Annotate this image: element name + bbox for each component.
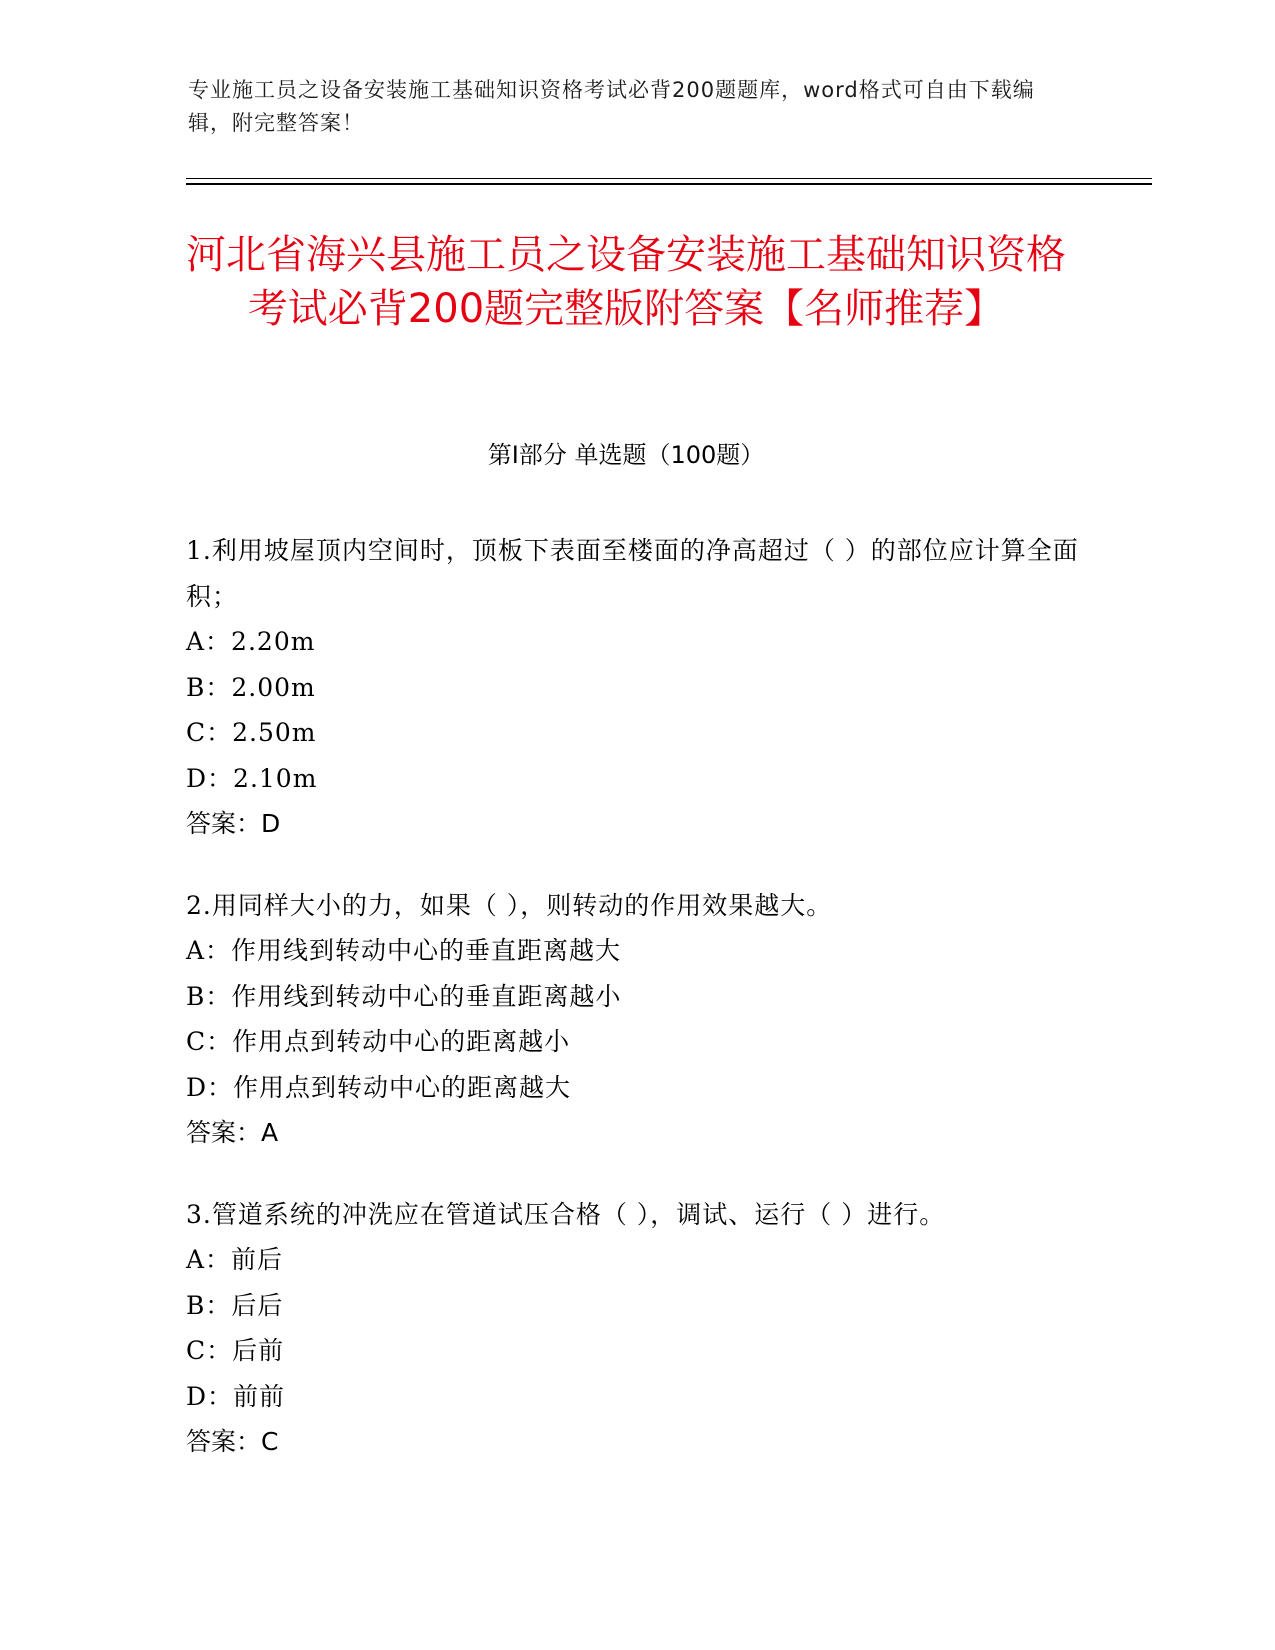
question-3 <box>186 1192 1086 1465</box>
question-2 <box>186 883 1086 1156</box>
option-b: B：后后 <box>186 1290 284 1320</box>
option-c: C：2.50m <box>186 718 317 747</box>
option-a: A：作用线到转动中心的垂直距离越大 <box>186 936 622 965</box>
header-note: 专业施工员之设备安装施工基础知识资格考试必背200题题库，word格式可自由下载编辑，附完整答案！ <box>188 78 1035 135</box>
question-stem: 1.利用坡屋顶内空间时，顶板下表面至楼面的净高超过（ ）的部位应计算全面积； <box>186 536 1079 611</box>
question-1 <box>186 528 1086 847</box>
option-d: D：2.10m <box>186 763 318 793</box>
question-list <box>186 528 1086 1501</box>
answer: 答案：C <box>186 1427 279 1456</box>
answer: 答案：A <box>186 1118 279 1147</box>
option-c: C：作用点到转动中心的距离越小 <box>186 1027 571 1056</box>
document-title: 河北省海兴县施工员之设备安装施工基础知识资格考试必背200题完整版附答案【名师推荐】 <box>186 232 1066 332</box>
option-d: D：作用点到转动中心的距离越大 <box>186 1072 572 1102</box>
section-title: 第I部分 单选题（100题） <box>487 441 765 469</box>
option-a: A：前后 <box>186 1245 284 1274</box>
option-a: A：2.20m <box>186 627 316 656</box>
option-d: D：前前 <box>186 1381 286 1411</box>
option-c: C：后前 <box>186 1336 285 1365</box>
question-stem: 3.管道系统的冲洗应在管道试压合格（ ），调试、运行（ ）进行。 <box>186 1199 946 1229</box>
header-divider-thin <box>186 178 1152 179</box>
option-b: B：2.00m <box>186 672 316 702</box>
header-divider-thick <box>186 183 1152 185</box>
option-b: B：作用线到转动中心的垂直距离越小 <box>186 981 622 1011</box>
question-stem: 2.用同样大小的力，如果（ ），则转动的作用效果越大。 <box>186 890 833 920</box>
answer: 答案：D <box>186 809 281 838</box>
